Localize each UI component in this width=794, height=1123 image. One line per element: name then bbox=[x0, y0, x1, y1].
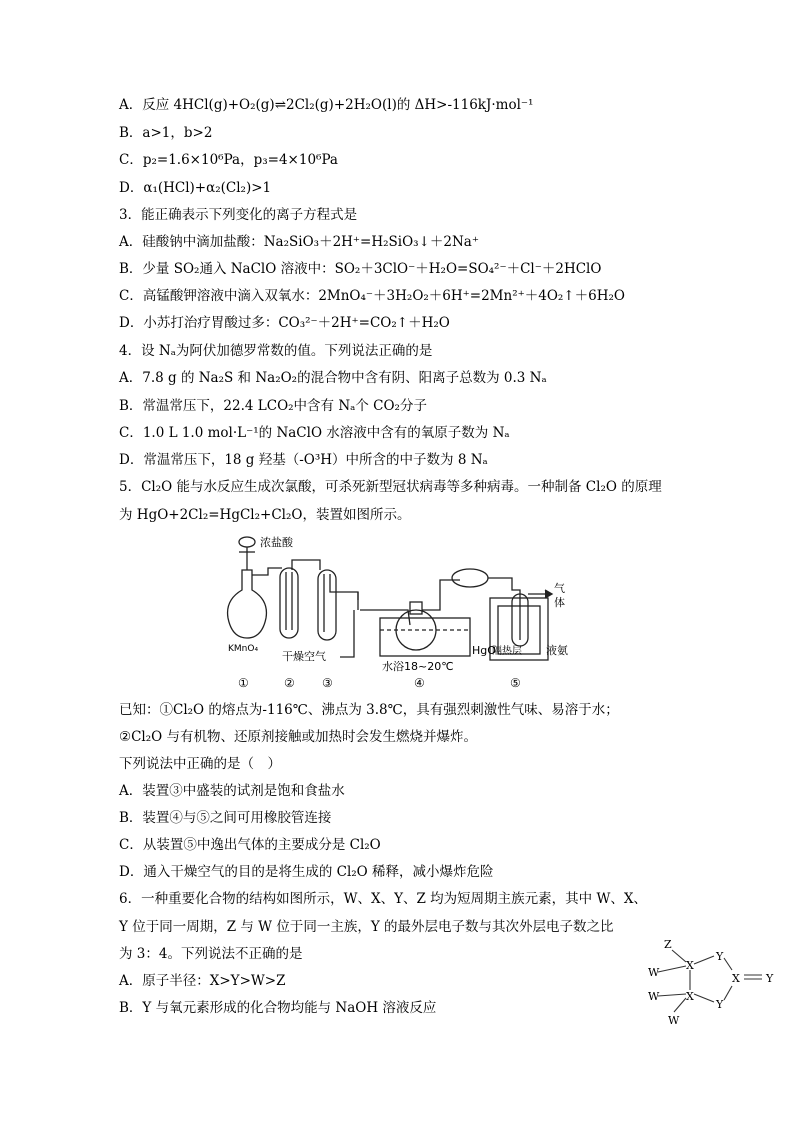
question-3: 3．能正确表示下列变化的离子方程式是 bbox=[119, 207, 358, 223]
label-water-bath: 水浴18~20℃ bbox=[382, 660, 454, 673]
apparatus-number: ⑤ bbox=[510, 676, 521, 690]
text-line: B．a>1，b>2 bbox=[119, 125, 213, 141]
label-kmno4: KMnO₄ bbox=[228, 644, 259, 654]
apparatus-number: ④ bbox=[414, 676, 425, 690]
apparatus-diagram bbox=[220, 530, 600, 695]
label-dry-air: 干燥空气 bbox=[282, 650, 326, 663]
atom-y: Y bbox=[716, 998, 724, 1011]
question-6: 6．一种重要化合物的结构如图所示，W、X、Y、Z 均为短周期主族元素，其中 W、X、 bbox=[119, 891, 647, 907]
text-line: 为 HgO+2Cl₂=HgCl₂+Cl₂O，装置如图所示。 bbox=[119, 507, 411, 523]
text-line: A．装置③中盛装的试剂是饱和食盐水 bbox=[119, 783, 345, 799]
atom-y: Y bbox=[766, 972, 774, 985]
apparatus-number: ② bbox=[284, 676, 295, 690]
question-4: 4．设 Nₐ为阿伏加德罗常数的值。下列说法正确的是 bbox=[119, 343, 433, 359]
text-line: A．反应 4HCl(g)+O₂(g)⇌2Cl₂(g)+2H₂O(l)的 ΔH>-116kJ·mol⁻¹ bbox=[119, 97, 534, 113]
atom-w: W bbox=[648, 966, 660, 979]
atom-x: X bbox=[686, 990, 694, 1003]
text-line: D．小苏打治疗胃酸过多：CO₃²⁻＋2H⁺=CO₂↑＋H₂O bbox=[119, 315, 450, 331]
structure-diagram bbox=[628, 930, 788, 1030]
text-line: D．通入干燥空气的目的是将生成的 Cl₂O 稀释，减小爆炸危险 bbox=[119, 864, 494, 880]
text-line: D．常温常压下，18 g 羟基（-O³H）中所含的中子数为 8 Nₐ bbox=[119, 452, 488, 468]
atom-y: Y bbox=[716, 950, 724, 963]
text-line: 为 3：4。下列说法不正确的是 bbox=[119, 946, 303, 962]
question-5: 5．Cl₂O 能与水反应生成次氯酸，可杀死新型冠状病毒等多种病毒。一种制备 Cl₂O 的原理 bbox=[119, 479, 662, 495]
text-line: B．装置④与⑤之间可用橡胶管连接 bbox=[119, 810, 332, 826]
label-hcl: 浓盐酸 bbox=[260, 536, 293, 549]
text-line: C．1.0 L 1.0 mol·L⁻¹的 NaClO 水溶液中含有的氧原子数为 Nₐ bbox=[119, 425, 510, 441]
text-line: B．Y 与氧元素形成的化合物均能与 NaOH 溶液反应 bbox=[119, 1000, 437, 1016]
text-line: ②Cl₂O 与有机物、还原剂接触或加热时会发生燃烧并爆炸。 bbox=[119, 729, 478, 745]
apparatus-number: ① bbox=[238, 676, 249, 690]
label-hgo: HgO bbox=[472, 644, 496, 657]
label-insulation: 隔热层 bbox=[492, 646, 522, 657]
text-line: B．少量 SO₂通入 NaClO 溶液中：SO₂＋3ClO⁻＋H₂O=SO₄²⁻＋Cl⁻＋2HClO bbox=[119, 261, 602, 277]
label-liquid-ammonia: 液氨 bbox=[546, 644, 568, 657]
atom-w: W bbox=[648, 990, 660, 1003]
text-line: A．原子半径：X>Y>W>Z bbox=[119, 973, 286, 989]
atom-x: X bbox=[732, 972, 740, 985]
text-line: C．从装置⑤中逸出气体的主要成分是 Cl₂O bbox=[119, 837, 381, 853]
atom-w: W bbox=[668, 1014, 680, 1027]
text-line: Y 位于同一周期，Z 与 W 位于同一主族，Y 的最外层电子数与其次外层电子数之比 bbox=[119, 919, 614, 935]
label-gas2: 体 bbox=[554, 596, 565, 609]
atom-z: Z bbox=[664, 938, 672, 951]
text-line: 已知：①Cl₂O 的熔点为-116℃、沸点为 3.8℃，具有强烈刺激性气味、易溶于水； bbox=[119, 702, 619, 718]
text-line: D．α₁(HCl)+α₂(Cl₂)>1 bbox=[119, 180, 272, 196]
label-gas: 气 bbox=[554, 582, 565, 595]
text-line: A．硅酸钠中滴加盐酸：Na₂SiO₃＋2H⁺=H₂SiO₃↓＋2Na⁺ bbox=[119, 234, 479, 250]
text-line: B．常温常压下，22.4 LCO₂中含有 Nₐ个 CO₂分子 bbox=[119, 398, 427, 414]
text-line: A．7.8 g 的 Na₂S 和 Na₂O₂的混合物中含有阴、阳离子总数为 0.3 Nₐ bbox=[119, 370, 547, 386]
apparatus-number: ③ bbox=[322, 676, 333, 690]
text-line: C．高锰酸钾溶液中滴入双氧水：2MnO₄⁻＋3H₂O₂＋6H⁺=2Mn²⁺＋4O₂↑＋6H₂O bbox=[119, 288, 625, 304]
text-line: C．p₂=1.6×10⁶Pa，p₃=4×10⁶Pa bbox=[119, 152, 338, 168]
atom-x: X bbox=[686, 959, 694, 972]
text-line: 下列说法中正确的是（ ） bbox=[119, 756, 281, 772]
